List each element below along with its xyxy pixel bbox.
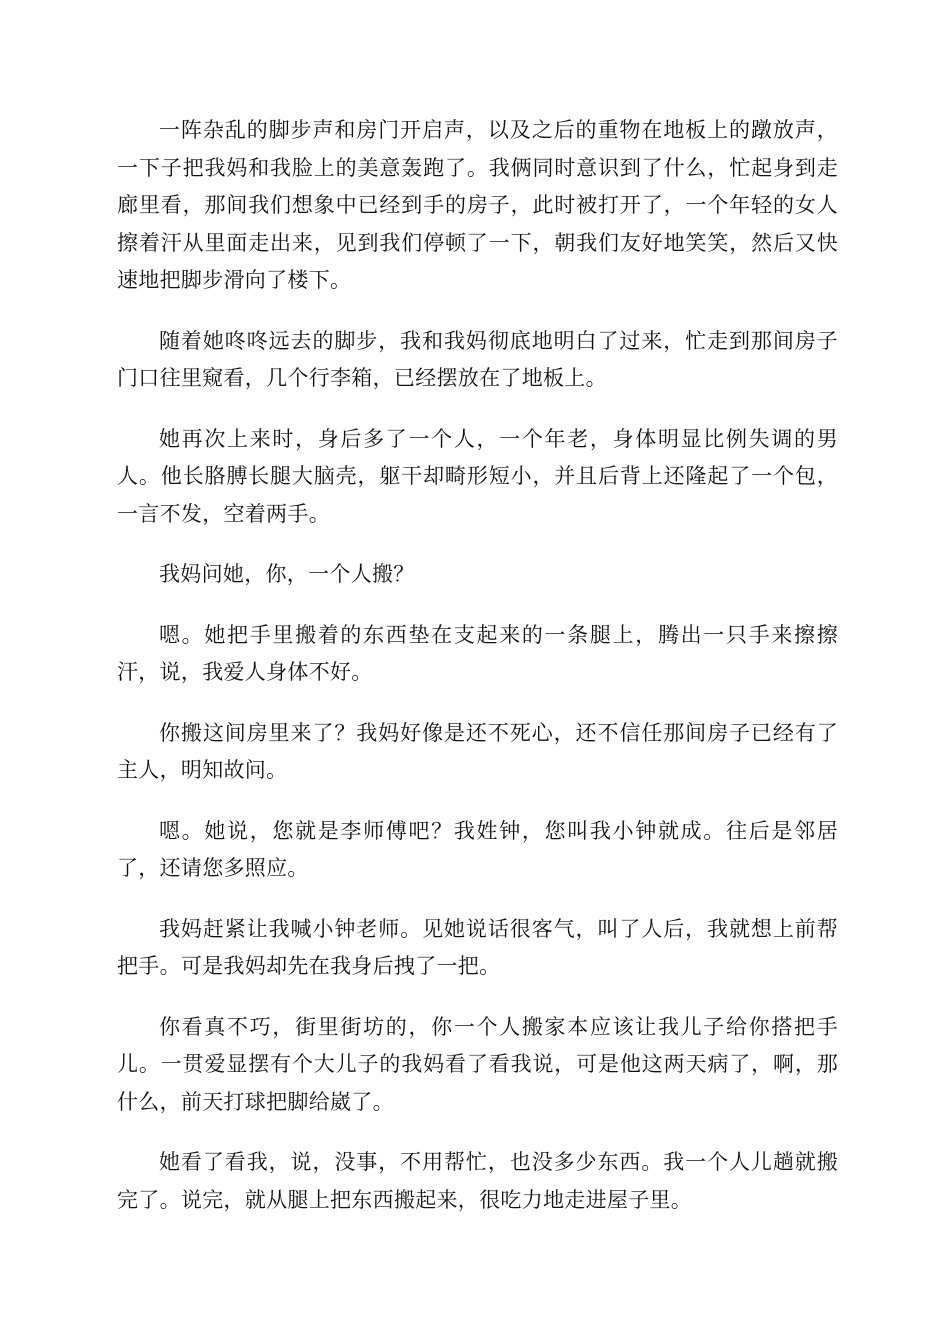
paragraph-5: 嗯。她把手里搬着的东西垫在支起来的一条腿上，腾出一只手来擦擦汗，说，我爱人身体不好。 <box>117 622 838 684</box>
paragraph-9: 你看真不巧，街里街坊的，你一个人搬家本应该让我儿子给你搭把手儿。一贯爱显摆有个大儿子的我妈看了看我说，可是他这两天病了，啊，那什么，前天打球把脚给崴了。 <box>117 1014 838 1114</box>
paragraph-4: 我妈问她，你，一个人搬？ <box>159 562 415 586</box>
paragraph-1: 一阵杂乱的脚步声和房门开启声，以及之后的重物在地板上的蹾放声，一下子把我妈和我脸上的美意轰跑了。我俩同时意识到了什么，忙起身到走廊里看，那间我们想象中已经到手的房子，此时被打开了，一个年轻的女人擦着汗从里面走出来，见到我们停顿了一下，朝我们友好地笑笑，然后又快速地把脚步滑向了楼下。 <box>117 118 838 292</box>
paragraph-6: 你搬这间房里来了？我妈好像是还不死心，还不信任那间房子已经有了主人，明知故问。 <box>117 720 838 782</box>
paragraph-10: 她看了看我，说，没事，不用帮忙，也没多少东西。我一个人儿趟就搬完了。说完，就从腿上把东西搬起来，很吃力地走进屋子里。 <box>117 1150 838 1212</box>
paragraph-7: 嗯。她说，您就是李师傅吧？我姓钟，您叫我小钟就成。往后是邻居了，还请您多照应。 <box>117 818 838 880</box>
paragraph-8: 我妈赶紧让我喊小钟老师。见她说话很客气，叫了人后，我就想上前帮把手。可是我妈却先在我身后拽了一把。 <box>117 916 838 978</box>
paragraph-3: 她再次上来时，身后多了一个人，一个年老，身体明显比例失调的男人。他长胳膊长腿大脑壳，躯干却畸形短小，并且后背上还隆起了一个包，一言不发，空着两手。 <box>117 426 838 526</box>
paragraph-2: 随着她咚咚远去的脚步，我和我妈彻底地明白了过来，忙走到那间房子门口往里窥看，几个行李箱，已经摆放在了地板上。 <box>117 328 838 390</box>
